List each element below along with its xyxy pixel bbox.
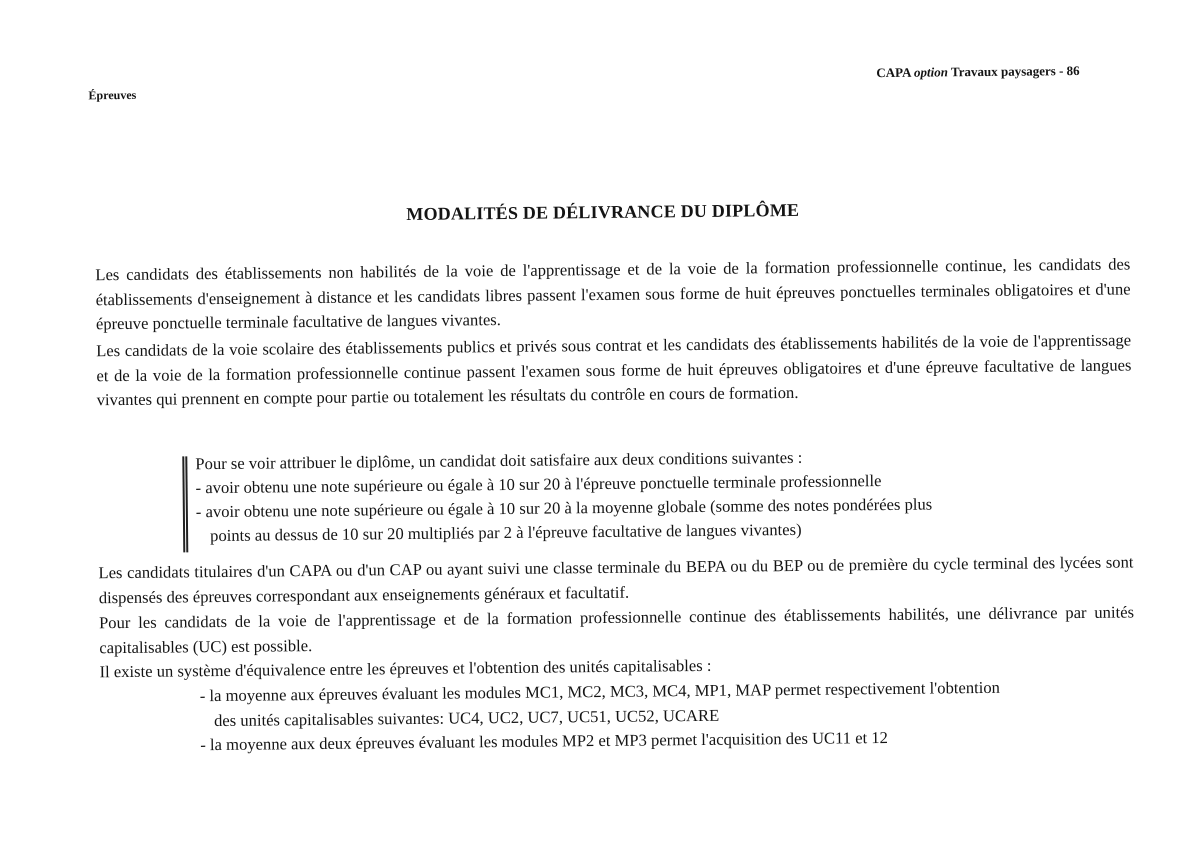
paragraph-capitalisable-units: Pour les candidats de la voie de l'apprentissage et de la formation professionnelle continue des établissements habilités, une délivrance par unités capitalisables (UC) est possible. [98,602,1135,657]
header-option-word: option [913,64,949,80]
equivalence-item-1-continued: des unités capitalisables suivantes: UC4, UC2, UC7, UC51, UC52, UCARE [213,705,720,730]
header-section-label: Épreuves [88,87,137,103]
paragraph-non-habilitated-candidates: Les candidats des établissements non habilités de la voie de l'apprentissage et de la voie de la formation professionnelle continue, les candidats des établissements d'enseignement à distance et les candidats libres passent l'examen sous forme de huit épreuves ponctuelles terminales obligatoires et d'une épreuve ponctuelle terminale facultative de langues vivantes. [95,254,1131,334]
header-page-reference [876,63,1080,81]
margin-bar-marker [182,456,188,552]
conditions-intro: Pour se voir attribuer le diplôme, un candidat doit satisfaire aux deux conditions suivantes : [195,447,803,474]
equivalence-item-1-text: - la moyenne aux épreuves évaluant les modules MC1, MC2, MC3, MC4, MP1, MAP permet respectivement l'obtention [199,677,1000,706]
paragraph-equivalence-intro: Il existe un système d'équivalence entre les épreuves et l'obtention des unités capitalisables : [99,655,712,682]
paragraph-school-candidates: Les candidats de la voie scolaire des établissements publics et privés sous contrat et les candidats des établissements habilités de la voie de l'apprentissage et de la voie de la formation professionnelle continue passent l'examen sous forme de huit épreuves obligatoires et d'une épreuve facultative de langues vivantes qui prennent en compte pour partie ou totalement les résultats du contrôle en cours de formation. [96,330,1132,410]
header-specialty-page: Travaux paysagers - 86 [947,62,1080,80]
paragraph-exemptions: Les candidats titulaires d'un CAPA ou d'un CAP ou ayant suivi une classe terminale du BEPA ou du BEP ou de première du cycle terminal des lycées sont dispensés des épreuves correspondant aux enseignements généraux et facultatif. [98,552,1134,607]
page-title: MODALITÉS DE DÉLIVRANCE DU DIPLÔME [406,199,800,225]
condition-item-2-continued: points au dessus de 10 sur 20 multipliés par 2 à l'épreuve facultative de langues vivantes) [210,519,802,546]
condition-item-1: - avoir obtenu une note supérieure ou égale à 10 sur 20 à l'épreuve ponctuelle terminale professionnelle [195,471,882,498]
conditions-box [182,442,1151,548]
equivalence-item-2: - la moyenne aux deux épreuves évaluant les modules MP2 et MP3 permet l'acquisition des UC11 et 12 [200,728,889,755]
condition-item-2: - avoir obtenu une note supérieure ou égale à 10 sur 20 à la moyenne globale (somme des notes pondérées plus [195,494,933,522]
header-diploma: CAPA [876,64,915,81]
